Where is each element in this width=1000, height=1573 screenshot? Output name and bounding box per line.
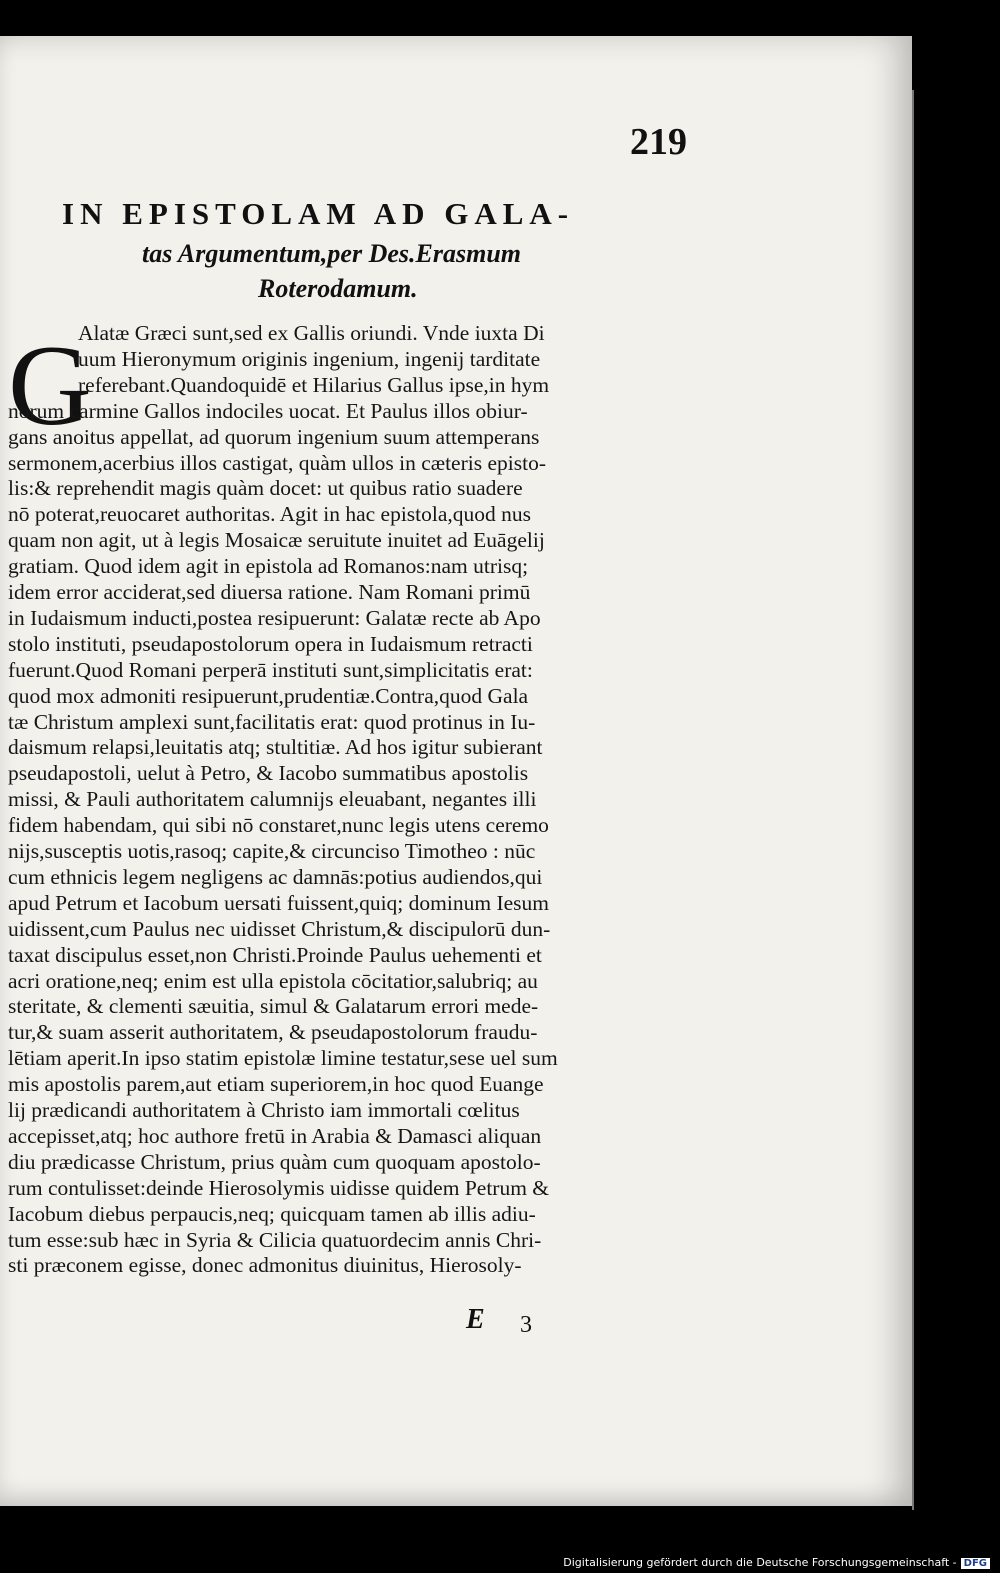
catchword: E	[466, 1304, 485, 1335]
body-line: gans anoitus appellat, ad quorum ingenium suum attemperans	[8, 424, 540, 449]
body-line: cum ethnicis legem negligens ac damnās:potius audiendos,qui	[8, 864, 543, 889]
body-line: quam non agit, ut à legis Mosaicæ seruitute inuitet ad Euāgelij	[8, 528, 545, 553]
heading-line-3: Roterodamum.	[258, 274, 418, 303]
body-line: sermonem,acerbius illos castigat, quàm ullos in cæteris episto-	[8, 450, 546, 475]
body-line: lētiam aperit.In ipso statim epistolæ limine testatur,sese uel sum	[8, 1046, 558, 1071]
body-line: taxat discipulus esset,non Christi.Proinde Paulus uehementi et	[8, 942, 542, 967]
book-page	[0, 36, 912, 1506]
body-line: tæ Christum amplexi sunt,facilitatis erat: quod protinus in Iu-	[8, 709, 536, 734]
heading-line-1: IN EPISTOLAM AD GALA-	[62, 196, 575, 231]
body-line: Alatæ Græci sunt,sed ex Gallis oriundi. Vnde iuxta Di	[78, 321, 545, 345]
body-line: nijs,susceptis uotis,rasoq; capite,& circunciso Timotheo : nūc	[8, 839, 536, 863]
body-line: lis:& reprehendit magis quàm docet: ut quibus ratio suadere	[8, 476, 523, 501]
body-line: accepisset,atq; hoc authore fretū in Arabia & Damasci aliquan	[8, 1123, 542, 1148]
body-line: tum esse:sub hæc in Syria & Cilicia quatuordecim annis Chri-	[8, 1227, 542, 1252]
body-line: in Iudaismum inducti,postea resipuerunt: Galatæ recte ab Apo	[8, 605, 541, 630]
body-line: idem error acciderat,sed diuersa ratione. Nam Romani primū	[8, 580, 531, 604]
page-number: 219	[630, 121, 687, 163]
body-line: uidissent,cum Paulus nec uidisset Christum,& discipulorū dun-	[8, 916, 551, 941]
digitization-credit	[563, 1556, 990, 1569]
body-line: lij prædicandi authoritatem à Christo iam immortali cœlitus	[8, 1098, 520, 1122]
body-line: sti præconem egisse, donec admonitus diuinitus, Hierosoly-	[8, 1253, 522, 1278]
body-line: tur,& suam asserit authoritatem, & pseudapostolorum fraudu-	[8, 1020, 538, 1045]
body-line: stolo instituti, pseudapostolorum opera in Iudaismum retracti	[8, 631, 533, 656]
body-line: mis apostolis parem,aut etiam superiorem,in hoc quod Euange	[8, 1072, 544, 1097]
body-line: pseudapostoli, uelut à Petro, & Iacobo summatibus apostolis	[8, 761, 529, 786]
body-line: fuerunt.Quod Romani perperā instituti sunt,simplicitatis erat:	[8, 657, 533, 682]
body-line: quod mox admoniti resipuerunt,prudentiæ.Contra,quod Gala	[8, 683, 529, 708]
body-line: norum carmine Gallos indociles uocat. Et Paulus illos obiur-	[8, 398, 528, 423]
body-line: missi, & Pauli authoritatem calumnijs eleuabant, negantes illi	[8, 787, 537, 812]
signature-mark: 3	[520, 1312, 532, 1338]
dfg-logo: DFG	[961, 1558, 990, 1569]
body-line: apud Petrum et Iacobum uersati fuissent,quiq; dominum Iesum	[8, 890, 549, 915]
body-line: nō poterat,reuocaret authoritas. Agit in hac epistola,quod nus	[8, 502, 532, 527]
body-line: referebant.Quandoquidē et Hilarius Gallus ipse,in hym	[78, 372, 550, 397]
drop-cap: G	[8, 322, 92, 450]
credit-text: Digitalisierung gefördert durch die Deutsche Forschungsgemeinschaft -	[563, 1556, 957, 1569]
body-line: daismum relapsi,leuitatis atq; stultitiæ. Ad hos igitur subierant	[8, 735, 543, 760]
body-line: rum contulisset:deinde Hierosolymis uidisse quidem Petrum &	[8, 1175, 550, 1200]
body-line: diu prædicasse Christum, prius quàm cum quoquam apostolo-	[8, 1149, 541, 1174]
body-line: acri oratione,neq; enim est ulla epistola cōcitatior,salubriq; au	[8, 968, 538, 993]
body-line: uum Hieronymum originis ingenium, ingenij tarditate	[78, 346, 541, 371]
body-line: steritate, & clementi sæuitia, simul & Galatarum errori mede-	[8, 994, 539, 1019]
body-line: Iacobum diebus perpaucis,neq; quicquam tamen ab illis adiu-	[8, 1201, 536, 1226]
page-edge	[912, 90, 914, 1510]
heading-line-2: tas Argumentum,per Des.Erasmum	[142, 239, 522, 268]
body-line: fidem habendam, qui sibi nō constaret,nunc legis utens ceremo	[8, 813, 549, 838]
body-line: gratiam. Quod idem agit in epistola ad Romanos:nam utrisq;	[8, 554, 529, 579]
